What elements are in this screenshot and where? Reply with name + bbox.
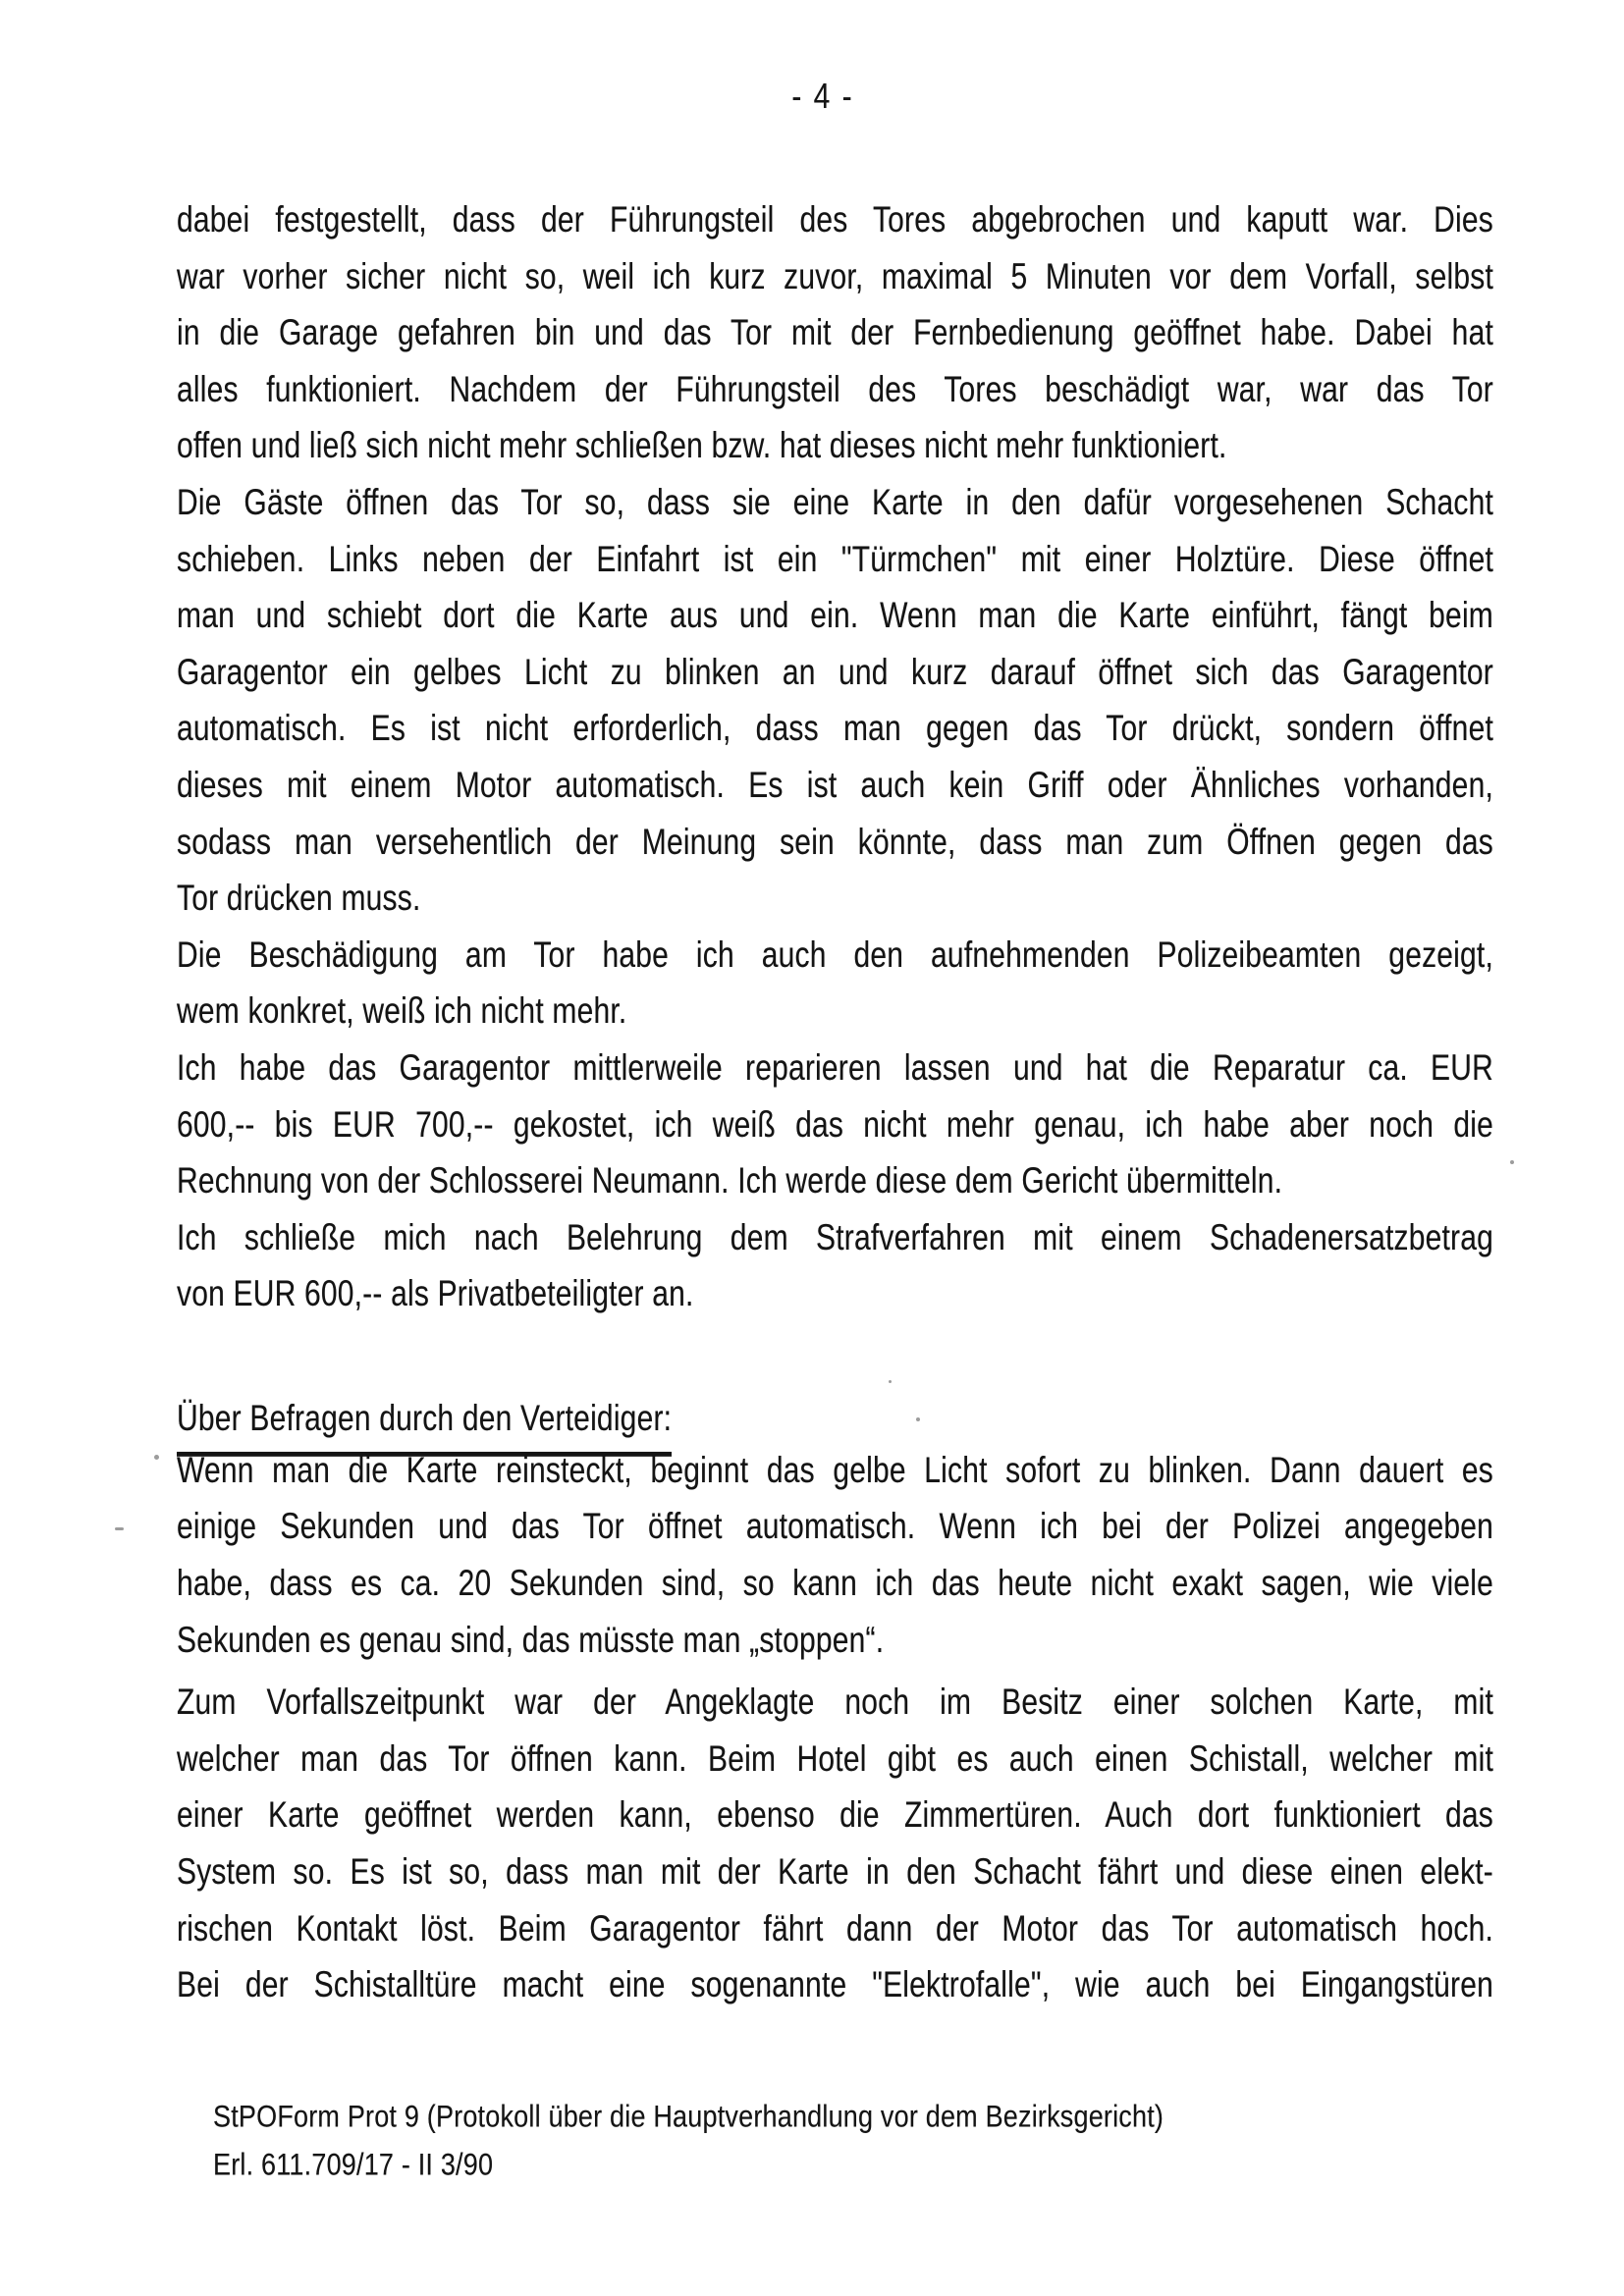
text-line: dieses mit einem Motor automatisch. Es ist auch kein Griff oder Ähnliches vorhanden, (177, 766, 1493, 806)
text-line: Tor drücken muss. (177, 879, 421, 919)
scan-speck (916, 1417, 920, 1421)
text-line: rischen Kontakt löst. Beim Garagentor fährt dann der Motor das Tor automatisch hoch. (177, 1908, 1493, 1949)
text-line: Die Gäste öffnen das Tor so, dass sie eine Karte in den dafür vorgesehenen Schacht (177, 483, 1493, 523)
text-line: habe, dass es ca. 20 Sekunden sind, so kann ich das heute nicht exakt sagen, wie viele (177, 1564, 1493, 1604)
text-line: man und schiebt dort die Karte aus und ein. Wenn man die Karte einführt, fängt beim (177, 596, 1493, 636)
footer-file-reference: Erl. 611.709/17 - II 3/90 (213, 2147, 494, 2182)
text-line: schieben. Links neben der Einfahrt ist ein "Türmchen" mit einer Holztüre. Diese öffnet (177, 539, 1493, 580)
text-line: einige Sekunden und das Tor öffnet automatisch. Wenn ich bei der Polizei angegeben (177, 1507, 1493, 1548)
scan-speck (889, 1380, 892, 1383)
text-line: von EUR 600,-- als Privatbeteiligter an. (177, 1274, 694, 1314)
text-line: Ich schließe mich nach Belehrung dem Strafverfahren mit einem Schadenersatzbetrag (177, 1217, 1493, 1258)
text-line: einer Karte geöffnet werden kann, ebenso die Zimmertüren. Auch dort funktioniert das (177, 1795, 1493, 1837)
text-line: Zum Vorfallszeitpunkt war der Angeklagte noch im Besitz einer solchen Karte, mit (177, 1682, 1493, 1723)
paragraph-4 (177, 1041, 1493, 1210)
text-line: Rechnung von der Schlosserei Neumann. Ich werde diese dem Gericht übermitteln. (177, 1161, 1283, 1201)
page-number: - 4 - (791, 77, 854, 117)
scan-speck (115, 1527, 124, 1530)
paragraph-6 (177, 1443, 1493, 1669)
text-line: sodass man versehentlich der Meinung sein könnte, dass man zum Öffnen gegen das (177, 822, 1493, 863)
paragraph-5 (177, 1210, 1493, 1323)
section-heading-text: Über Befragen durch den Verteidiger: (177, 1391, 672, 1457)
text-line: wem konkret, weiß ich nicht mehr. (177, 991, 627, 1032)
paragraph-7 (177, 1675, 1493, 2014)
text-line: 600,-- bis EUR 700,-- gekostet, ich weiß das nicht mehr genau, ich habe aber noch die (177, 1104, 1493, 1146)
text-line: Sekunden es genau sind, das müsste man „stoppen“. (177, 1620, 885, 1661)
text-line: offen und ließ sich nicht mehr schließen bzw. hat dieses nicht mehr funktioniert. (177, 426, 1227, 466)
text-line: Die Beschädigung am Tor habe ich auch den aufnehmenden Polizeibeamten gezeigt, (177, 935, 1493, 976)
text-line: welcher man das Tor öffnen kann. Beim Hotel gibt es auch einen Schistall, welcher mit (177, 1739, 1493, 1780)
text-line: System so. Es ist so, dass man mit der Karte in den Schacht fährt und diese einen elekt- (177, 1852, 1493, 1893)
paragraph-3 (177, 928, 1493, 1041)
paragraph-1 (177, 192, 1493, 475)
text-line: alles funktioniert. Nachdem der Führungsteil des Tores beschädigt war, war das Tor (177, 370, 1493, 410)
text-line: Wenn man die Karte reinsteckt, beginnt das gelbe Licht sofort zu blinken. Dann dauert es (177, 1451, 1493, 1491)
paragraph-2 (177, 475, 1493, 928)
footer-form-reference: StPOForm Prot 9 (Protokoll über die Hauptverhandlung vor dem Bezirksgericht) (213, 2099, 1164, 2134)
scan-speck (1510, 1160, 1514, 1164)
text-line: automatisch. Es ist nicht erforderlich, dass man gegen das Tor drückt, sondern öffnet (177, 709, 1493, 749)
text-line: in die Garage gefahren bin und das Tor mit der Fernbedienung geöffnet habe. Dabei hat (177, 313, 1493, 353)
form-footer (213, 2093, 1164, 2189)
text-line: dabei festgestellt, dass der Führungsteil des Tores abgebrochen und kaputt war. Dies (177, 200, 1493, 240)
text-line: Garagentor ein gelbes Licht zu blinken an und kurz darauf öffnet sich das Garagentor (177, 653, 1493, 693)
text-line: Bei der Schistalltüre macht eine sogenannte "Elektrofalle", wie auch bei Eingangstüren (177, 1965, 1493, 2005)
scan-speck (154, 1455, 159, 1460)
text-line: war vorher sicher nicht so, weil ich kurz zuvor, maximal 5 Minuten vor dem Vorfall, selbst (177, 256, 1493, 297)
text-line: Ich habe das Garagentor mittlerweile reparieren lassen und hat die Reparatur ca. EUR (177, 1048, 1493, 1089)
protocol-text (177, 192, 1493, 2014)
